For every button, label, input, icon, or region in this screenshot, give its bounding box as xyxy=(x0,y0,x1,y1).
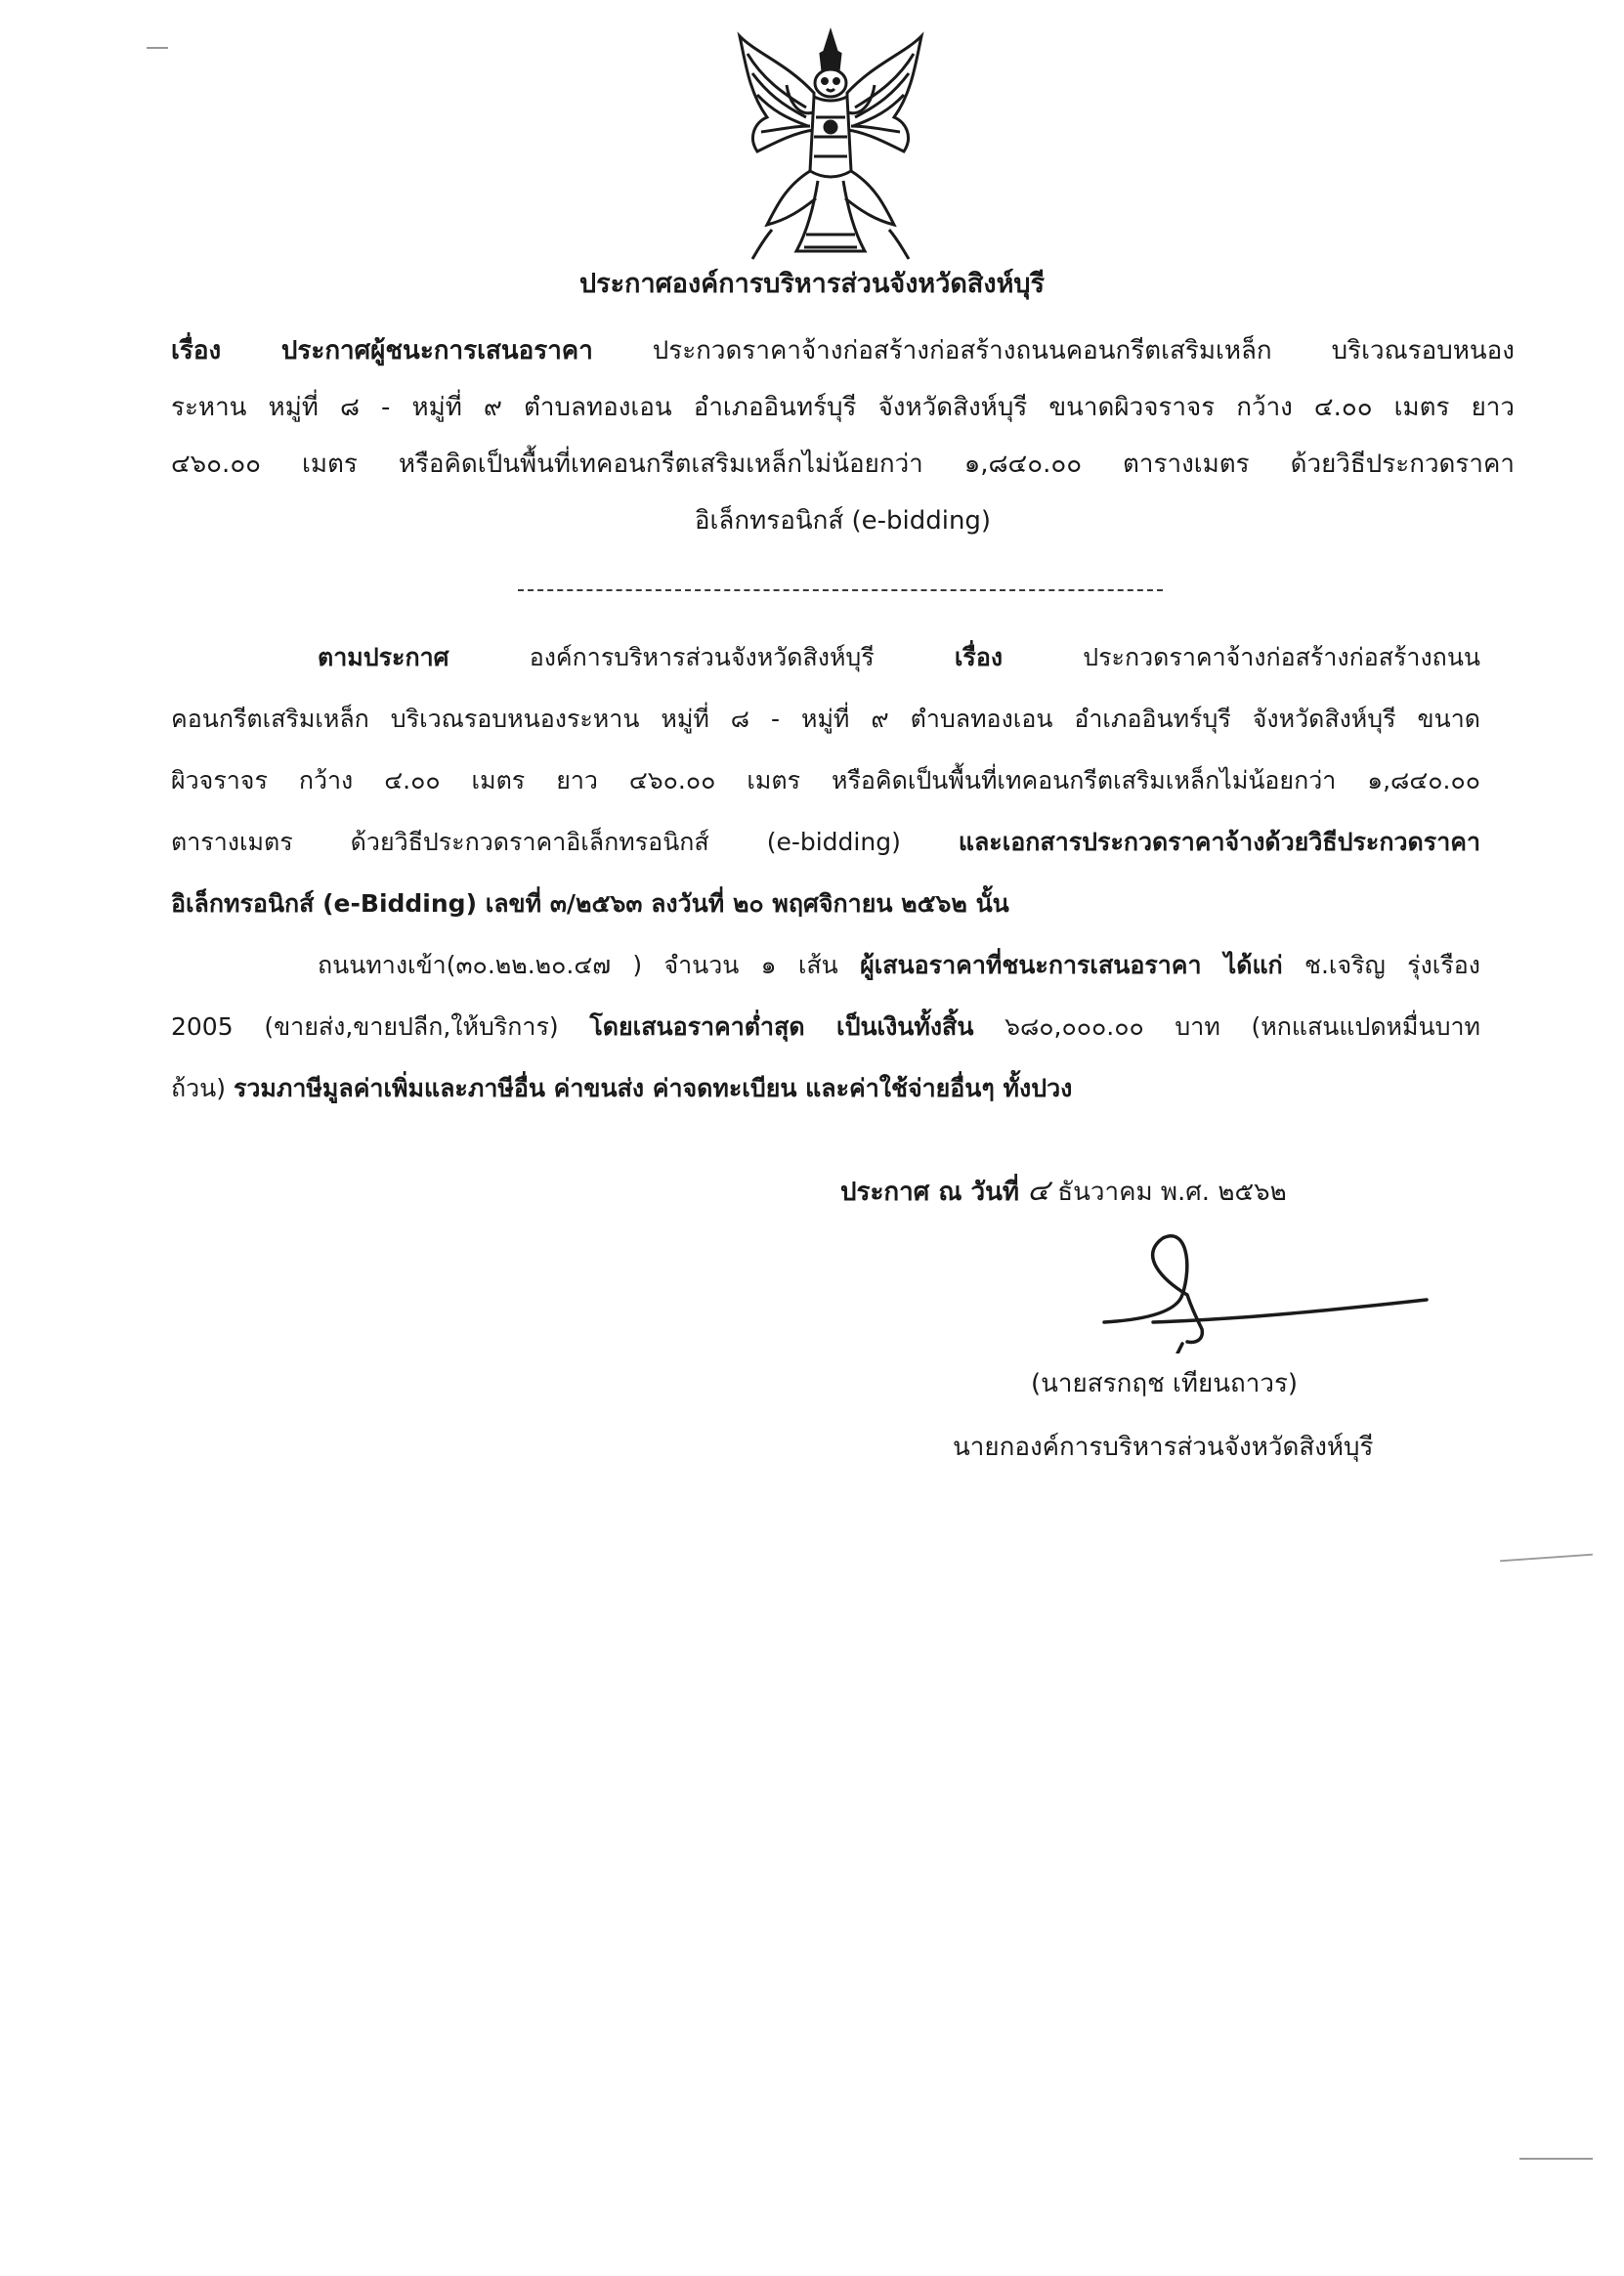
announcement-body xyxy=(171,626,1480,1119)
price-amount: ๖๘๐,๐๐๐.๐๐ บาท (หกแสนแปดหมื่นบาท xyxy=(973,1012,1480,1041)
scan-speck xyxy=(1519,2158,1593,2160)
scan-speck xyxy=(1500,1554,1593,1563)
body-line-8: ถ้วน) รวมภาษีมูลค่าเพิ่มและภาษีอื่น ค่าขนส่ง ค่าจดทะเบียน และค่าใช้จ่ายอื่นๆ ทั้งปวง xyxy=(171,1074,1073,1102)
subject-line-3: ๔๖๐.๐๐ เมตร หรือคิดเป็นพื้นที่เทคอนกรีตเสริมเหล็กไม่น้อยกว่า ๑,๘๔๐.๐๐ ตารางเมตร ด้วยวิธีประกวดราคา xyxy=(171,450,1515,479)
body-line-3: ผิวจราจร กว้าง ๔.๐๐ เมตร ยาว ๔๖๐.๐๐ เมตร หรือคิดเป็นพื้นที่เทคอนกรีตเสริมเหล็กไม่น้อยกว่า ๑,๘๔๐.๐๐ xyxy=(171,766,1480,794)
subject-line-1-text: ประกวดราคาจ้างก่อสร้างก่อสร้างถนนคอนกรีตเสริมเหล็ก บริเวณรอบหนอง xyxy=(592,336,1515,365)
garuda-emblem-icon xyxy=(728,24,933,264)
body-line-6: ถนนทางเข้า(๓๐.๒๒.๒๐.๔๗ ) จำนวน ๑ เส้น ผู้เสนอราคาที่ชนะการเสนอราคา ได้แก่ ช.เจริญ รุ่งเรือง xyxy=(318,951,1480,979)
subject-block xyxy=(171,322,1515,549)
winner-name: ช.เจริญ รุ่งเรือง xyxy=(1282,951,1480,979)
date-label: ประกาศ ณ วันที่ xyxy=(840,1178,1020,1207)
body-line-4: ตารางเมตร ด้วยวิธีประกวดราคาอิเล็กทรอนิกส์ (e-bidding) และเอกสารประกวดราคาจ้างด้วยวิธีประกวดราคา xyxy=(171,828,1480,856)
date-day-handwritten: ๔ xyxy=(1027,1174,1049,1208)
subject-line-2: ระหาน หมู่ที่ ๘ - หมู่ที่ ๙ ตำบลทองเอน อำเภออินทร์บุรี จังหวัดสิงห์บุรี ขนาดผิวจราจร กว้าง ๔.๐๐ เมตร ยาว xyxy=(171,393,1515,422)
body-lead: ตามประกาศ xyxy=(318,643,449,671)
body-line-7: 2005 (ขายส่ง,ขายปลีก,ให้บริการ) โดยเสนอราคาต่ำสุด เป็นเงินทั้งสิ้น ๖๘๐,๐๐๐.๐๐ บาท (หกแสนแปดหมื่นบาท xyxy=(171,1012,1480,1041)
dashed-divider xyxy=(518,589,1163,591)
signer-title: นายกองค์การบริหารส่วนจังหวัดสิงห์บุรี xyxy=(953,1433,1374,1462)
price-phrase: โดยเสนอราคาต่ำสุด เป็นเงินทั้งสิ้น xyxy=(589,1012,974,1041)
announcement-date xyxy=(840,1168,1287,1214)
winner-phrase: ผู้เสนอราคาที่ชนะการเสนอราคา ได้แก่ xyxy=(860,951,1283,979)
body-keyword-subject: เรื่อง xyxy=(954,643,1004,671)
scan-speck xyxy=(147,47,168,49)
body-line-5: อิเล็กทรอนิกส์ (e-Bidding) เลขที่ ๓/๒๕๖๓ ลงวันที่ ๒๐ พฤศจิกายน ๒๕๖๒ นั้น xyxy=(171,889,1009,918)
handwritten-signature xyxy=(1094,1226,1446,1353)
subject-line-1 xyxy=(171,322,1515,379)
signer-name: (นายสรกฤช เทียนถาวร) xyxy=(1031,1369,1299,1398)
tax-phrase: รวมภาษีมูลค่าเพิ่มและภาษีอื่น ค่าขนส่ง ค่าจดทะเบียน และค่าใช้จ่ายอื่นๆ ทั้งปวง xyxy=(233,1074,1073,1102)
subject-label: เรื่อง ประกาศผู้ชนะการเสนอราคา xyxy=(171,336,593,365)
subject-line-4: อิเล็กทรอนิกส์ (e-bidding) xyxy=(694,506,992,536)
agency-title: ประกาศองค์การบริหารส่วนจังหวัดสิงห์บุรี xyxy=(578,269,1046,299)
body-line-1: ตามประกาศ องค์การบริหารส่วนจังหวัดสิงห์บุรี เรื่อง ประกวดราคาจ้างก่อสร้างก่อสร้างถนน xyxy=(318,643,1480,671)
date-month-year: ธันวาคม พ.ศ. ๒๕๖๒ xyxy=(1057,1178,1287,1207)
body-line-2: คอนกรีตเสริมเหล็ก บริเวณรอบหนองระหาน หมู่ที่ ๘ - หมู่ที่ ๙ ตำบลทองเอน อำเภออินทร์บุรี จังหวัดสิงห์บุรี ขนาด xyxy=(171,705,1480,733)
tender-doc-phrase: และเอกสารประกวดราคาจ้างด้วยวิธีประกวดราคา xyxy=(958,828,1480,856)
